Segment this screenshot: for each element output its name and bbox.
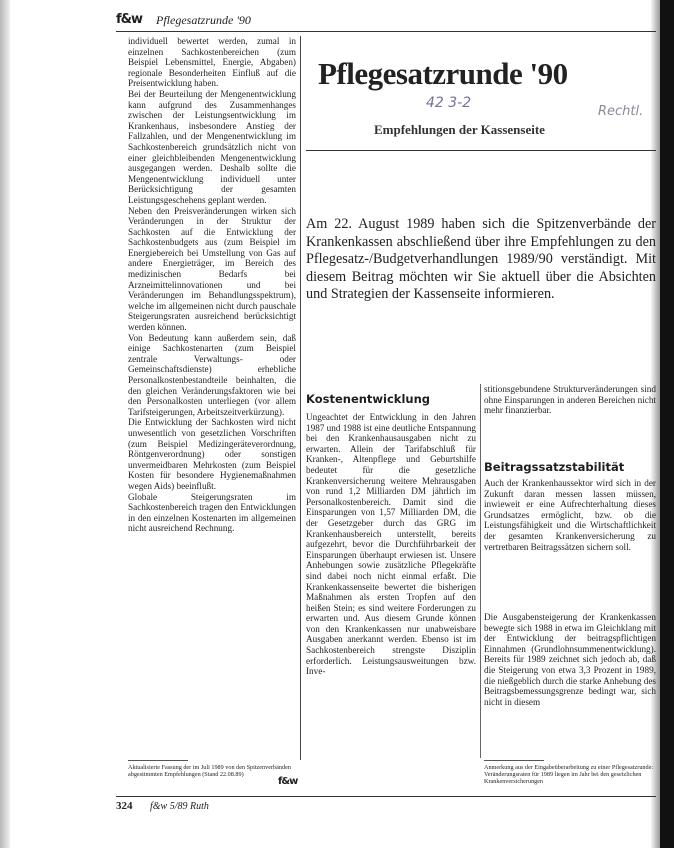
page-edge-shadow — [650, 0, 660, 848]
article-title: Pflegesatzrunde '90 — [318, 56, 568, 91]
handwritten-note: 42 3-2 — [426, 95, 472, 111]
footer-running-title: f&w 5/89 Ruth — [150, 801, 209, 812]
paragraph: Neben den Preisveränderungen wirken sich Veränderungen in der Struktur der Sachkosten auf die Entwicklung der Sachkostenbudgets aus (zum Beispiel im Energiebereich bei Umstellung von Gas auf andere Energieträger, im Bereich des medizinischen Bedarfs bei Arzneimittelinnovationen und bei Veränderungen im Behandlungsspektrum), welche im allgemeinen nicht durch pauschale Steigerungsraten ausreichend berücksichtigt werden können. — [128, 205, 296, 333]
footer-rule — [116, 796, 656, 797]
footnote: Anmerkung aus der Eingabeüberarbeitung zu einer Pflegesatzrunde: Veränderungsraten für 1989 liegen im Jahr bei den gesetzlichen Krankenversicherungen — [484, 764, 654, 785]
running-title: Pflegesatzrunde '90 — [156, 13, 251, 27]
handwritten-note-margin: Rechtl. — [598, 104, 644, 119]
continued-text: stitionsgebundene Strukturveränderungen sind ohne Einsparungen in anderen Bereichen nicht mehr finanzierbar. — [484, 384, 656, 416]
section-body-beitragssatzstabilitaet: Auch der Krankenhaussektor wird sich in der Zukunft daran messen lassen müssen, inwieweit er eine Aufrechterhaltung dieses Grundsatzes ermöglicht, bzw. ob die Leistungsfähigkeit und die Wirtschaftlichkeit der gesamten Krankenversicherung zu vertretbaren Beitragssätzen sichern soll. — [484, 478, 656, 552]
footnote: Aktualisierte Fassung der im Juli 1989 von den Spitzenverbänden abgestimmten Empfehlungen (Stand 22.08.89) — [128, 764, 291, 778]
footnote-rule — [484, 760, 544, 761]
article-intro: Am 22. August 1989 haben sich die Spitzenverbände der Krankenkassen abschließend über ihre Empfehlungen zu den Pflegesatz-/Budgetverhandlungen 1989/90 verständigt. Mit diesem Beitrag möchten wir Sie aktuell über die Absichten und Strategien der Kassenseite informieren. — [306, 216, 656, 303]
section-heading-kostenentwicklung: Kostenentwicklung — [306, 392, 431, 406]
section-body-beitragssatzstabilitaet-2: Die Ausgabensteigerung der Krankenkassen bewegte sich 1988 in etwa im Gleichklang mit der Entwicklung der beitragspflichtigen Einnahmen (Grundlohnsummenentwicklung). Bereits für 1989 zeichnet sich jedoch ab, daß die Steigerung von etwa 3,3 Prozent in 1989, die nießgeblich durch die starke Anhebung des Beitragsbemessungsgrenze bedingt war, sich nicht in diesem — [484, 612, 656, 707]
footnote-rule — [128, 760, 188, 761]
article-subtitle: Empfehlungen der Kassenseite — [374, 122, 545, 137]
book-spine-shadow — [0, 0, 10, 848]
scan-border — [660, 0, 674, 848]
paragraph: Bei der Beurteilung der Mengenentwicklung kann aufgrund des Zusammenhanges zwischen der Leistungsentwicklung im Krankenhaus, insbesondere Anstieg der Fallzahlen, und der Mengenentwicklung im Sachkostenbereich grundsätzlich nicht von einer gleichbleibenden Mengenentwicklung ausgegangen werden. Deshalb sollte die Mengenentwicklung individuell unter Berücksichtigung der gesamten Leistungsgeschehens geplant werden. — [128, 88, 296, 205]
column-divider — [480, 384, 481, 758]
column-divider — [300, 36, 301, 760]
page-header — [116, 12, 636, 30]
page-number: 324 — [116, 800, 133, 812]
paragraph: Die Entwicklung der Sachkosten wird nicht unwesentlich von gesetzlichen Vorschriften (zum Beispiel Medizingeräteverordnung, Röntgenverordnung) oder sonstigen unvermeidbaren Mehrkosten (zum Beispiel Kosten für besondere Hygienemaßnahmen wegen Aids) beeinflußt. — [128, 417, 296, 491]
paragraph: Von Bedeutung kann außerdem sein, daß einige Sachkostenarten (zum Beispiel zentrale Verwaltungs- oder Gemeinschaftsdienste) erhebliche Personalkostenbestandteile beinhalten, die den gleichen Veränderungsfaktoren wie bei den Personalkosten unterliegen (vor allem Tarifsteigerungen, Arbeitszeitverkürzung). — [128, 332, 296, 417]
section-body-kostenentwicklung: Ungeachtet der Entwicklung in den Jahren 1987 und 1988 ist eine deutliche Entspannung bei den Krankenhausausgaben nicht zu erwarten. Allein der Tarifabschluß für Kranken-, Altenpflege und Geburtshilfe bedeutet für die gesetzliche Krankenversicherung weitere Mehrausgaben von rund 1,2 Milliarden DM jährlich im Personalkostenbereich. Damit sind die Einsparungen von 1,57 Milliarden DM, die der Gesetzgeber durch das GRG im Krankenhausbereich unterstellt, bereits aufgezehrt, bevor die Durchführbarkeit der Einsparungen überhaupt erwiesen ist. Unsere Anhebungen sowie zusätzliche Pflegekräfte sind dabei noch nicht einmal erfaßt. Die Krankenkassenseite bewertet die bisherigen Maßnahmen als ersten Tropfen auf den heißen Stein; es sind weitere Forderungen zu erwarten und. Aus diesem Grunde können von den Krankenkassen nur unabweisbare Ausgaben anerkannt werden. Ebenso ist im Sachkostenbereich strengste Disziplin erforderlich. Leistungsausweitungen bzw. Inve- — [306, 412, 476, 677]
header-rule — [116, 31, 656, 32]
left-column — [128, 36, 296, 534]
title-rule — [306, 150, 656, 151]
journal-logo-small: f&w — [278, 776, 298, 787]
section-heading-beitragssatzstabilitaet: Beitragssatzstabilität — [484, 460, 625, 474]
journal-logo: f&w — [116, 12, 143, 27]
paragraph: individuell bewertet werden, zumal in einzelnen Sachkostenbereichen (zum Beispiel Lebensmittel, Energie, Abgaben) regionale Besonderheiten Einfluß auf die Preisentwicklung haben. — [128, 36, 296, 89]
paragraph: Globale Steigerungsraten im Sachkostenbereich tragen den Entwicklungen in den einzelnen Kostenarten im allgemeinen nicht ausreichend Rechnung. — [128, 491, 296, 534]
